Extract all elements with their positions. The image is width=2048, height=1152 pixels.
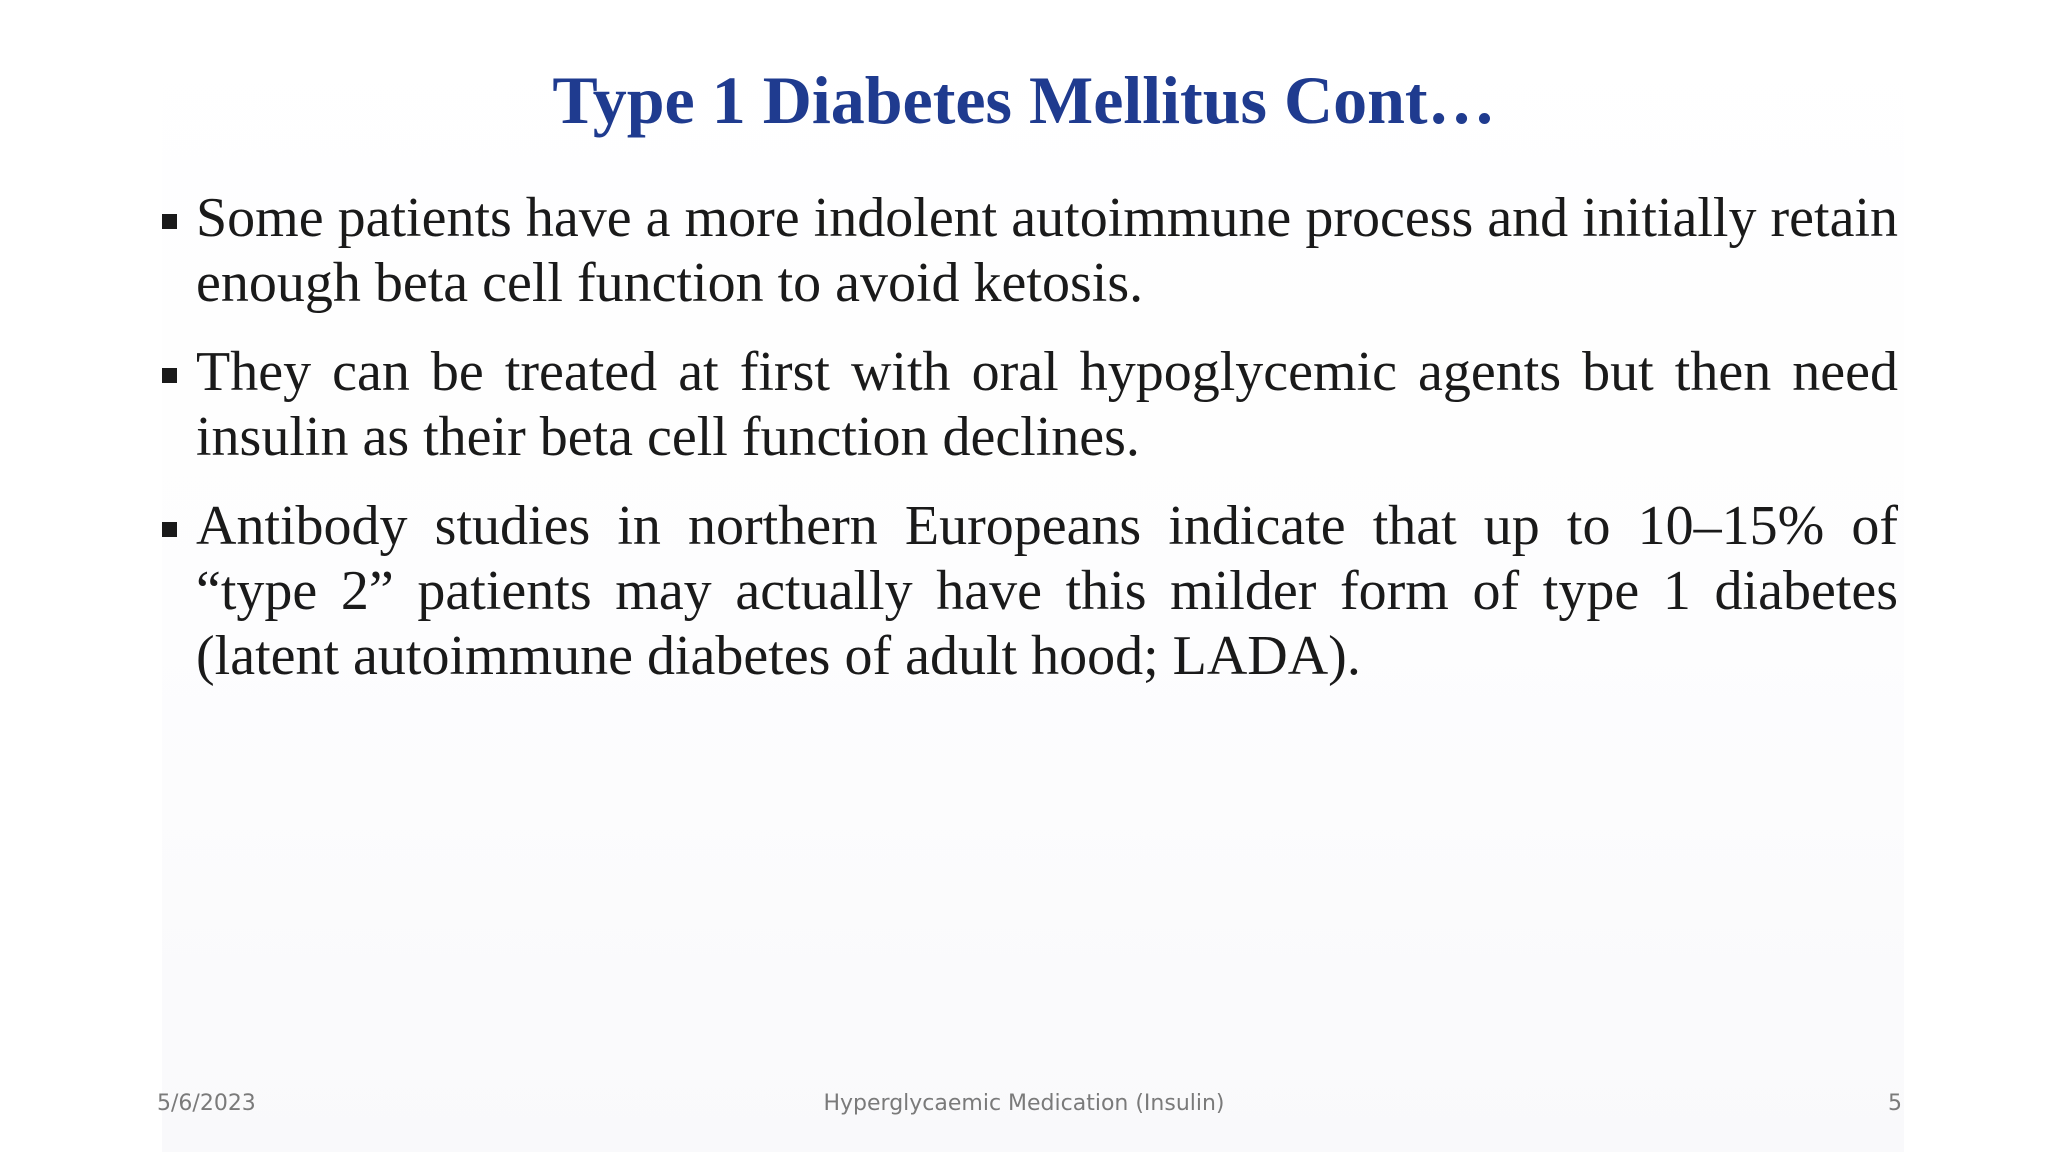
footer-date: 5/6/2023 — [157, 1091, 256, 1116]
bullet-item — [160, 340, 1898, 470]
footer-title: Hyperglycaemic Medication (Insulin) — [823, 1091, 1225, 1116]
slide-title: Type 1 Diabetes Mellitus Cont… — [552, 62, 1496, 138]
bullet-text: Antibody studies in northern Europeans indicate that up to 10–15% of “type 2” patients may actually have this milder form of type 1 diabetes (latent autoimmune diabetes of adult hood; LADA). — [196, 495, 1898, 687]
page-number: 5 — [1888, 1091, 1902, 1116]
square-bullet-icon — [162, 214, 177, 229]
bullet-item — [160, 494, 1898, 689]
bullet-list — [160, 186, 1898, 713]
bullet-item — [160, 186, 1898, 316]
bullet-text: They can be treated at first with oral hypoglycemic agents but then need insulin as their beta cell function declines. — [196, 341, 1898, 468]
bullet-text: Some patients have a more indolent autoimmune process and initially retain enough beta cell function to avoid ketosis. — [196, 187, 1898, 314]
square-bullet-icon — [162, 368, 177, 383]
square-bullet-icon — [162, 522, 177, 537]
